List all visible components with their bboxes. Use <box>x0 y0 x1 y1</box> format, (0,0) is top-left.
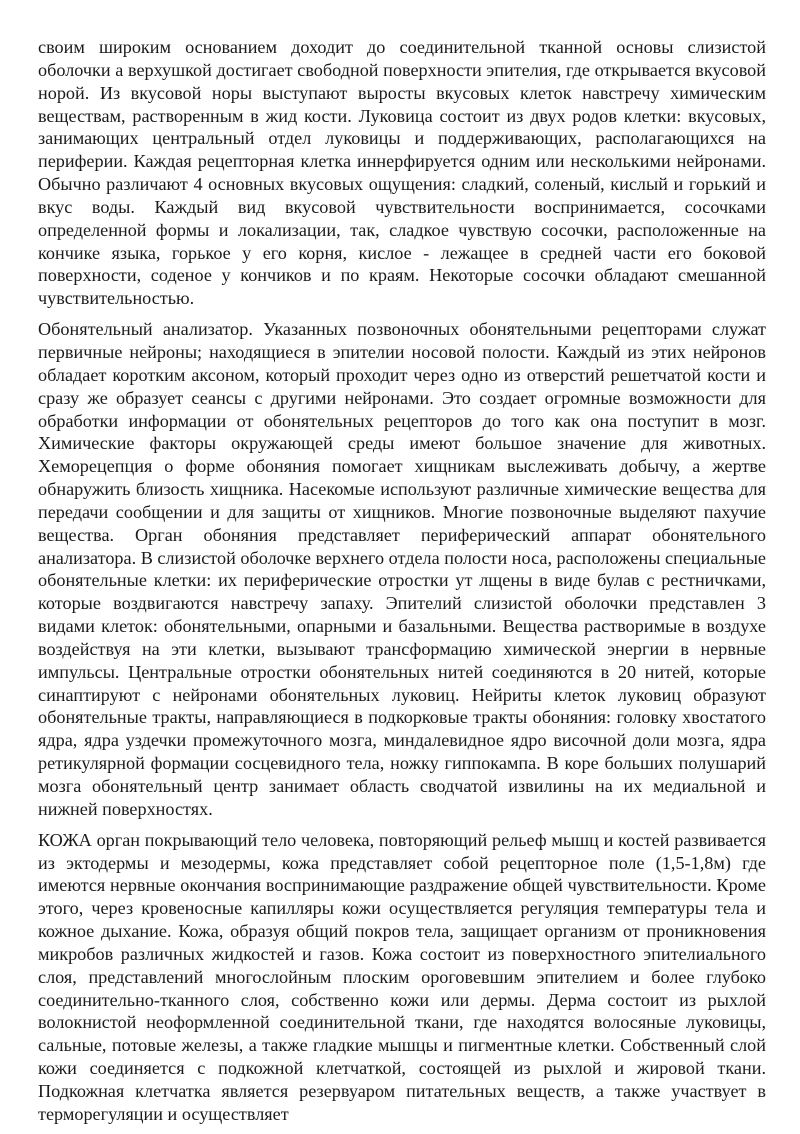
document-page <box>38 36 766 1134</box>
paragraph-olfactory-analyzer: Обонятельный анализатор. Указанных позвоночных обонятельными рецепторами служат первичные нейроны; находящиеся в эпителии носовой полости. Каждый из этих нейронов обладает коротким аксоном, который проходит через одно из отверстий решетчатой кости и сразу же образует сеансы с другими нейронами. Это создает огромные возможности для обработки информации от обонятельных рецепторов до того как она поступит в мозг. Химические факторы окружающей среды имеют большое значение для животных. Хеморецепция о форме обоняния помогает хищникам выслеживать добычу, а жертве обнаружить близость хищника. Насекомые используют различные химические вещества для передачи сообщении и для защиты от хищников. Многие позвоночные выделяют пахучие вещества. Орган обоняния представляет периферический аппарат обонятельного анализатора. В слизистой оболочке верхнего отдела полости носа, расположены специальные обонятельные клетки: их периферические отростки ут лщены в виде булав с рестничками, которые воздвигаются навстречу запаху. Эпителий слизистой оболочки представлен 3 видами клеток: обонятельными, опарными и базальными. Вещества растворимые в воздухе воздействуя на эти клетки, вызывают трансформацию химической энергии в нервные импульсы. Центральные отростки обонятельных нитей соединяются в 20 нитей, которые синаптируют с нейронами обонятельных луковиц. Нейриты клеток луковиц образуют обонятельные тракты, направляющиеся в подкорковые тракты обоняния: головку хвостатого ядра, ядра уздечки промежуточного мозга, миндалевидное ядро височной доли мозга, ядра ретикулярной формации сосцевидного тела, ножку гиппокампа. В коре больших полушарий мозга обонятельный центр занимает область сводчатой извилины на их медиальной и нижней поверхностях. <box>38 319 766 819</box>
paragraph-skin: КОЖА орган покрывающий тело человека, повторяющий рельеф мышц и костей развивается из эктодермы и мезодермы, кожа представляет собой рецепторное поле (1,5-1,8м) где имеются нервные окончания воспринимающие раздражение общей чувствительности. Кроме этого, через кровеносные капилляры кожи осуществляется регуляция температуры тела и кожное дыхание. Кожа, образуя общий покров тела, защищает организм от проникновения микробов различных жидкостей и газов. Кожа состоит из поверхностного эпителиального слоя, представлений многослойным плоским ороговевшим эпителием и более глубоко соединительно-тканного слоя, собственно кожи или дермы. Дерма состоит из рыхлой волокнистой неоформленной соединительной ткани, где находятся волосяные луковицы, сальные, потовые железы, а также гладкие мышцы и пигментные клетки. Собственный слой кожи соединяется с подкожной клетчаткой, состоящей из рыхлой и жировой ткани. Подкожная клетчатка является резервуаром питательных веществ, а также участвует в терморегуляции и осуществляет <box>38 829 766 1124</box>
paragraph-taste-buds: своим широким основанием доходит до соединительной тканной основы слизистой оболочки а верхушкой достигает свободной поверхности эпителия, где открывается вкусовой норой. Из вкусовой норы выступают выросты вкусовых клеток навстречу химическим веществам, растворенным в жид кости. Луковица состоит из двух родов клетки: вкусовых, занимающих центральный отдел луковицы и поддерживающих, располагающихся на периферии. Каждая рецепторная клетка иннерфируется одним или несколькими нейронами. Обычно различают 4 основных вкусовых ощущения: сладкий, соленый, кислый и горький и вкус воды. Каждый вид вкусовой чувствительности воспринимается, сосочками определенной формы и локализации, так, сладкое чувствую сосочки, расположенные на кончике языка, горькое у его корня, кислое - лежащее в средней части его боковой поверхности, соденое у кончиков и по краям. Некоторые сосочки обладают смешанной чувствительностью. <box>38 37 766 309</box>
